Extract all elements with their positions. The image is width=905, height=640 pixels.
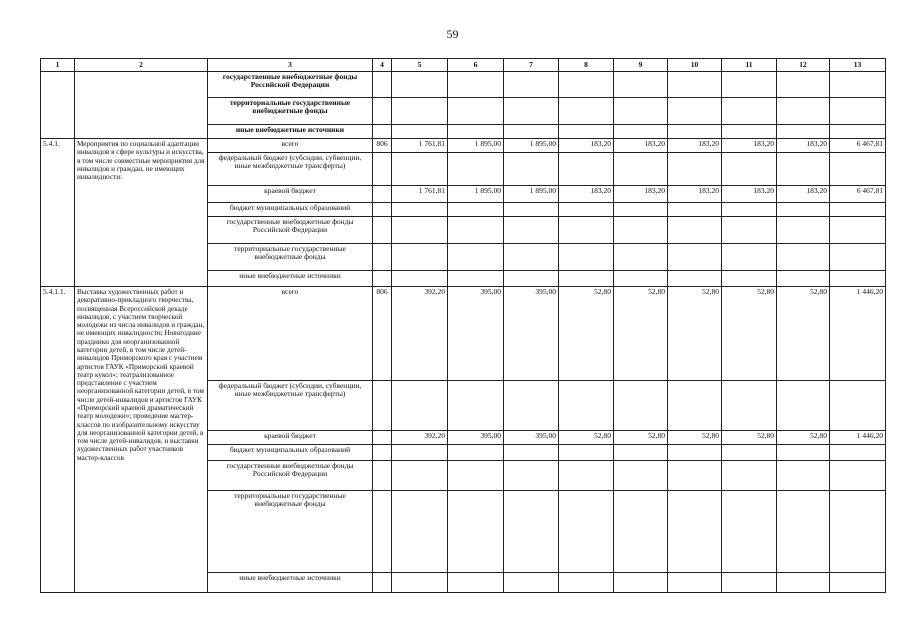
value-cell bbox=[830, 271, 886, 287]
value-cell: 1 446,20 bbox=[830, 431, 886, 445]
value-cell bbox=[559, 381, 614, 431]
value-cell: 52,80 bbox=[559, 431, 614, 445]
value-cell bbox=[392, 381, 448, 431]
value-cell bbox=[668, 491, 722, 573]
value-cell bbox=[830, 244, 886, 271]
value-cell bbox=[448, 125, 504, 139]
value-cell: 395,00 bbox=[504, 287, 559, 381]
value-cell bbox=[392, 445, 448, 461]
column-header: 2 bbox=[75, 59, 208, 72]
value-cell bbox=[559, 491, 614, 573]
value-cell: 183,20 bbox=[777, 186, 830, 203]
value-cell bbox=[722, 217, 777, 244]
column-header: 9 bbox=[614, 59, 668, 72]
code-cell bbox=[41, 72, 75, 139]
value-cell: 392,20 bbox=[392, 287, 448, 381]
value-cell bbox=[830, 445, 886, 461]
value-cell bbox=[392, 203, 448, 217]
funding-source-cell: краевой бюджет bbox=[208, 186, 373, 203]
value-cell bbox=[668, 381, 722, 431]
value-cell bbox=[830, 153, 886, 186]
grbs-cell: 806 bbox=[373, 287, 392, 381]
value-cell: 52,80 bbox=[722, 431, 777, 445]
value-cell bbox=[504, 72, 559, 98]
value-cell bbox=[777, 125, 830, 139]
value-cell bbox=[504, 203, 559, 217]
value-cell: 392,20 bbox=[392, 431, 448, 445]
column-header: 4 bbox=[373, 59, 392, 72]
value-cell bbox=[448, 573, 504, 593]
grbs-cell bbox=[373, 381, 392, 431]
value-cell bbox=[448, 244, 504, 271]
funding-source-cell: бюджет муниципальных образований bbox=[208, 203, 373, 217]
value-cell: 395,00 bbox=[448, 431, 504, 445]
value-cell bbox=[392, 98, 448, 125]
value-cell bbox=[668, 98, 722, 125]
funding-source-cell: территориальные государственные внебюджетные фонды bbox=[208, 244, 373, 271]
value-cell bbox=[504, 244, 559, 271]
value-cell: 183,20 bbox=[777, 139, 830, 153]
funding-source-cell: государственные внебюджетные фонды Российской Федерации bbox=[208, 217, 373, 244]
column-header: 8 bbox=[559, 59, 614, 72]
value-cell bbox=[614, 381, 668, 431]
value-cell: 52,80 bbox=[614, 431, 668, 445]
value-cell: 1 895,00 bbox=[448, 186, 504, 203]
grbs-cell bbox=[373, 186, 392, 203]
value-cell bbox=[504, 217, 559, 244]
grbs-cell bbox=[373, 217, 392, 244]
value-cell bbox=[668, 125, 722, 139]
value-cell: 183,20 bbox=[614, 186, 668, 203]
value-cell bbox=[448, 72, 504, 98]
column-header: 7 bbox=[504, 59, 559, 72]
value-cell bbox=[448, 217, 504, 244]
value-cell bbox=[722, 271, 777, 287]
value-cell: 1 761,81 bbox=[392, 186, 448, 203]
value-cell: 52,80 bbox=[722, 287, 777, 381]
column-header: 13 bbox=[830, 59, 886, 72]
funding-source-cell: иные внебюджетные источники bbox=[208, 573, 373, 593]
grbs-cell bbox=[373, 203, 392, 217]
value-cell bbox=[614, 445, 668, 461]
value-cell bbox=[830, 217, 886, 244]
value-cell bbox=[777, 217, 830, 244]
value-cell: 52,80 bbox=[777, 431, 830, 445]
budget-table bbox=[40, 58, 886, 593]
value-cell: 6 467,81 bbox=[830, 186, 886, 203]
header-row bbox=[41, 59, 886, 72]
value-cell bbox=[614, 573, 668, 593]
value-cell: 395,00 bbox=[504, 431, 559, 445]
value-cell bbox=[722, 461, 777, 491]
value-cell: 1 761,81 bbox=[392, 139, 448, 153]
value-cell bbox=[722, 98, 777, 125]
value-cell bbox=[448, 491, 504, 573]
value-cell: 183,20 bbox=[559, 186, 614, 203]
value-cell: 183,20 bbox=[559, 139, 614, 153]
value-cell: 183,20 bbox=[668, 139, 722, 153]
value-cell bbox=[722, 72, 777, 98]
column-header: 6 bbox=[448, 59, 504, 72]
value-cell: 1 895,00 bbox=[448, 139, 504, 153]
value-cell bbox=[559, 125, 614, 139]
funding-source-cell: государственные внебюджетные фонды Российской Федерации bbox=[208, 72, 373, 98]
value-cell bbox=[777, 203, 830, 217]
funding-source-cell: государственные внебюджетные фонды Российской Федерации bbox=[208, 461, 373, 491]
value-cell bbox=[830, 573, 886, 593]
value-cell bbox=[448, 271, 504, 287]
value-cell bbox=[722, 573, 777, 593]
value-cell bbox=[392, 217, 448, 244]
column-header: 5 bbox=[392, 59, 448, 72]
value-cell bbox=[830, 491, 886, 573]
value-cell bbox=[830, 203, 886, 217]
value-cell bbox=[448, 445, 504, 461]
value-cell bbox=[504, 573, 559, 593]
value-cell: 1 446,20 bbox=[830, 287, 886, 381]
value-cell bbox=[668, 271, 722, 287]
value-cell bbox=[722, 203, 777, 217]
value-cell bbox=[777, 244, 830, 271]
grbs-cell bbox=[373, 153, 392, 186]
value-cell: 52,80 bbox=[777, 287, 830, 381]
value-cell bbox=[559, 98, 614, 125]
value-cell bbox=[668, 72, 722, 98]
value-cell bbox=[722, 491, 777, 573]
funding-source-cell: всего bbox=[208, 139, 373, 153]
value-cell bbox=[830, 125, 886, 139]
value-cell bbox=[559, 244, 614, 271]
funding-source-cell: иные внебюджетные источники bbox=[208, 271, 373, 287]
value-cell bbox=[777, 271, 830, 287]
value-cell bbox=[392, 573, 448, 593]
value-cell bbox=[559, 445, 614, 461]
value-cell bbox=[392, 72, 448, 98]
value-cell bbox=[392, 461, 448, 491]
grbs-cell bbox=[373, 491, 392, 573]
value-cell bbox=[830, 461, 886, 491]
value-cell bbox=[392, 153, 448, 186]
value-cell bbox=[722, 381, 777, 431]
funding-source-cell: федеральный бюджет (субсидии, субвенции, иные межбюджетные трансферты) bbox=[208, 381, 373, 431]
grbs-cell bbox=[373, 98, 392, 125]
value-cell bbox=[614, 203, 668, 217]
value-cell bbox=[614, 217, 668, 244]
value-cell bbox=[668, 445, 722, 461]
column-header: 3 bbox=[208, 59, 373, 72]
funding-source-cell: иные внебюджетные источники bbox=[208, 125, 373, 139]
value-cell: 183,20 bbox=[722, 139, 777, 153]
value-cell bbox=[614, 125, 668, 139]
value-cell bbox=[392, 244, 448, 271]
value-cell bbox=[668, 203, 722, 217]
funding-source-cell: бюджет муниципальных образований bbox=[208, 445, 373, 461]
row-code: 5.4.1.1. bbox=[41, 287, 75, 593]
value-cell bbox=[668, 153, 722, 186]
value-cell: 1 895,00 bbox=[504, 186, 559, 203]
value-cell bbox=[614, 98, 668, 125]
value-cell bbox=[559, 203, 614, 217]
value-cell: 1 895,00 bbox=[504, 139, 559, 153]
row-description: Выставка художественных работ и декоративно-прикладного творчества, посвященная Всероссийской декаде инвалидов, с участием творческой молодежи из числа инвалидов и граждан, не имеющих инвалидности; Новогодние праздники для неорганизованной категории детей, в том числе детей-инвалидов Приморского края с участием артистов ГАУК «Приморский краевой театр кукол»; театрализованное представление с участием неорганизованной категории детей, в том числе детей-инвалидов и артистов ГАУК «Приморский краевой драматический театр молодежи»; проведение мастер-классов по изобразительному искусству для неорганизованной категории детей, в том числе детей-инвалидов, и выставки художественных работ участников мастер-классов bbox=[75, 287, 208, 593]
value-cell bbox=[722, 445, 777, 461]
funding-source-cell: территориальные государственные внебюджетные фонды bbox=[208, 491, 373, 573]
value-cell bbox=[777, 461, 830, 491]
grbs-cell: 806 bbox=[373, 139, 392, 153]
value-cell: 395,00 bbox=[448, 287, 504, 381]
value-cell bbox=[504, 125, 559, 139]
column-header: 10 bbox=[668, 59, 722, 72]
value-cell bbox=[777, 72, 830, 98]
value-cell bbox=[614, 72, 668, 98]
value-cell bbox=[559, 72, 614, 98]
value-cell bbox=[722, 153, 777, 186]
column-header: 1 bbox=[41, 59, 75, 72]
grbs-cell bbox=[373, 431, 392, 445]
value-cell bbox=[614, 461, 668, 491]
value-cell bbox=[559, 217, 614, 244]
table-row bbox=[41, 139, 886, 153]
value-cell: 183,20 bbox=[722, 186, 777, 203]
funding-source-cell: краевой бюджет bbox=[208, 431, 373, 445]
value-cell: 52,80 bbox=[668, 287, 722, 381]
value-cell bbox=[559, 461, 614, 491]
column-header: 11 bbox=[722, 59, 777, 72]
value-cell bbox=[392, 125, 448, 139]
value-cell bbox=[448, 98, 504, 125]
value-cell bbox=[448, 153, 504, 186]
value-cell bbox=[777, 153, 830, 186]
value-cell bbox=[559, 271, 614, 287]
value-cell bbox=[614, 271, 668, 287]
value-cell bbox=[777, 491, 830, 573]
table-row bbox=[41, 287, 886, 381]
grbs-cell bbox=[373, 445, 392, 461]
funding-source-cell: территориальные государственные внебюджетные фонды bbox=[208, 98, 373, 125]
value-cell bbox=[559, 153, 614, 186]
value-cell bbox=[448, 203, 504, 217]
value-cell bbox=[668, 461, 722, 491]
funding-source-cell: всего bbox=[208, 287, 373, 381]
value-cell bbox=[668, 573, 722, 593]
column-header: 12 bbox=[777, 59, 830, 72]
grbs-cell bbox=[373, 271, 392, 287]
value-cell: 52,80 bbox=[559, 287, 614, 381]
value-cell bbox=[830, 72, 886, 98]
value-cell bbox=[722, 244, 777, 271]
grbs-cell bbox=[373, 573, 392, 593]
value-cell bbox=[504, 271, 559, 287]
value-cell bbox=[448, 381, 504, 431]
description-cell bbox=[75, 72, 208, 139]
value-cell: 6 467,81 bbox=[830, 139, 886, 153]
value-cell bbox=[559, 573, 614, 593]
value-cell bbox=[830, 98, 886, 125]
grbs-cell bbox=[373, 72, 392, 98]
value-cell bbox=[614, 153, 668, 186]
value-cell: 52,80 bbox=[614, 287, 668, 381]
grbs-cell bbox=[373, 461, 392, 491]
grbs-cell bbox=[373, 125, 392, 139]
funding-source-cell: федеральный бюджет (субсидии, субвенции, иные межбюджетные трансферты) bbox=[208, 153, 373, 186]
value-cell: 52,80 bbox=[668, 431, 722, 445]
value-cell bbox=[504, 445, 559, 461]
grbs-cell bbox=[373, 244, 392, 271]
value-cell bbox=[722, 125, 777, 139]
value-cell bbox=[830, 381, 886, 431]
value-cell bbox=[504, 98, 559, 125]
value-cell bbox=[504, 381, 559, 431]
value-cell bbox=[777, 381, 830, 431]
page-number: 59 bbox=[446, 27, 459, 41]
value-cell bbox=[504, 461, 559, 491]
value-cell: 183,20 bbox=[668, 186, 722, 203]
value-cell bbox=[777, 573, 830, 593]
value-cell bbox=[668, 244, 722, 271]
value-cell bbox=[614, 491, 668, 573]
value-cell bbox=[777, 445, 830, 461]
value-cell bbox=[777, 98, 830, 125]
value-cell bbox=[448, 461, 504, 491]
value-cell bbox=[504, 491, 559, 573]
value-cell bbox=[392, 491, 448, 573]
table-row bbox=[41, 72, 886, 98]
value-cell bbox=[504, 153, 559, 186]
value-cell: 183,20 bbox=[614, 139, 668, 153]
value-cell bbox=[668, 217, 722, 244]
value-cell bbox=[392, 271, 448, 287]
value-cell bbox=[614, 244, 668, 271]
row-code: 5.4.1. bbox=[41, 139, 75, 287]
row-description: Мероприятия по социальной адаптации инвалидов в сфере культуры и искусства, в том числе совместные мероприятия для инвалидов и граждан, не имеющих инвалидности: bbox=[75, 139, 208, 287]
